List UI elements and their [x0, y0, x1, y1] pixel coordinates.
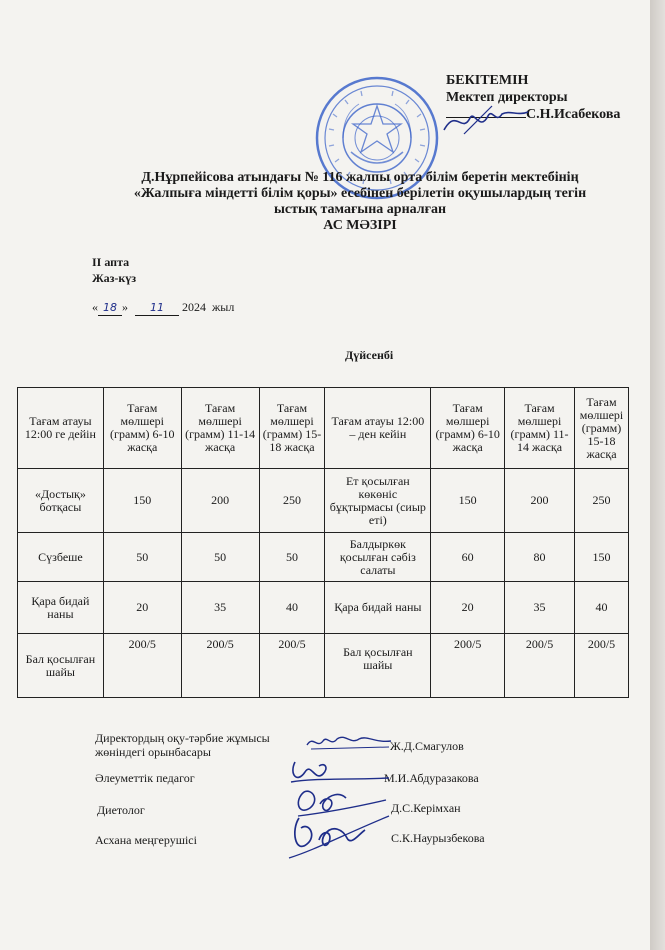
date-month: 11 — [150, 301, 164, 314]
table-cell: 150 — [103, 469, 181, 533]
signatory-name: М.И.Абдуразакова — [384, 771, 479, 785]
date-line — [92, 300, 234, 316]
deputy-signature-icon — [305, 731, 395, 753]
table-cell: Бал қосылған шайы — [18, 634, 104, 698]
table-header-cell: Тағам мөлшері (грамм) 11-14 жасқа — [505, 388, 575, 469]
table-cell: 50 — [259, 533, 325, 582]
table-header-cell: Тағам атауы 12:00 ге дейін — [18, 388, 104, 469]
table-cell: 50 — [103, 533, 181, 582]
table-cell: Сүзбеше — [18, 533, 104, 582]
approval-position: Мектеп директоры — [446, 90, 568, 105]
approval-heading: БЕКІТЕМІН — [446, 73, 529, 88]
table-header-cell: Тағам мөлшері (грамм) 6-10 жасқа — [103, 388, 181, 469]
table-cell: 50 — [181, 533, 259, 582]
table-cell: 200/5 — [259, 634, 325, 698]
social-pedagogue-signature-icon — [285, 758, 395, 788]
menu-table — [17, 387, 629, 698]
table-header-cell: Тағам атауы 12:00 – ден кейін — [325, 388, 431, 469]
table-cell: Қара бидай наны — [325, 582, 431, 634]
table-cell: 40 — [574, 582, 628, 634]
date-day: 18 — [103, 301, 117, 314]
title-line-4: АС МӘЗІРІ — [323, 218, 397, 233]
table-cell: 40 — [259, 582, 325, 634]
table-cell: 200/5 — [574, 634, 628, 698]
table-cell: 250 — [574, 469, 628, 533]
table-cell: 200/5 — [505, 634, 575, 698]
week-label: II апта — [92, 255, 130, 269]
table-cell: 200 — [181, 469, 259, 533]
director-signature-icon — [440, 104, 530, 138]
signatory-name: Ж.Д.Смагулов — [390, 739, 464, 753]
table-cell: 35 — [181, 582, 259, 634]
table-cell: Ет қосылған көкөніс бұқтырмасы (сиыр еті) — [325, 469, 431, 533]
signatory-role: Асхана меңгерушісі — [95, 833, 197, 847]
table-header-cell: Тағам мөлшері (грамм) 11-14 жасқа — [181, 388, 259, 469]
date-year-word: жыл — [212, 300, 235, 314]
date-close-quote: » — [122, 300, 128, 314]
date-year: 2024 — [182, 300, 206, 314]
signatory-name: Д.С.Керімхан — [391, 801, 461, 815]
title-line-3: ыстық тамағына арналған — [273, 202, 447, 217]
table-cell: 250 — [259, 469, 325, 533]
document-title — [60, 170, 660, 234]
table-header-cell: Тағам мөлшері (грамм) 15-18 жасқа — [259, 388, 325, 469]
signatory-role: Әлеуметтік педагог — [95, 771, 195, 785]
table-cell: Бал қосылған шайы — [325, 634, 431, 698]
table-cell: 80 — [505, 533, 575, 582]
table-cell: 200 — [505, 469, 575, 533]
table-cell: Балдыркөк қосылған сәбіз салаты — [325, 533, 431, 582]
table-cell: 200/5 — [181, 634, 259, 698]
signatory-role: Диетолог — [97, 803, 145, 817]
table-header-cell: Тағам мөлшері (грамм) 6-10 жасқа — [431, 388, 505, 469]
day-name: Дүйсенбі — [345, 348, 394, 362]
table-row — [18, 634, 629, 698]
table-row — [18, 533, 629, 582]
table-cell: «Достық» ботқасы — [18, 469, 104, 533]
table-cell: 20 — [431, 582, 505, 634]
signatory-role: Директордың оқу-тәрбие жұмысы — [95, 731, 270, 745]
table-cell: 150 — [574, 533, 628, 582]
approval-name: С.Н.Исабекова — [526, 107, 621, 122]
table-header-row — [18, 388, 629, 469]
title-line-1: Д.Нұрпейісова атындағы № 116 жалпы орта білім беретін мектебінің — [141, 170, 579, 185]
table-cell: 200/5 — [431, 634, 505, 698]
season-label: Жаз-күз — [92, 271, 137, 285]
table-row — [18, 469, 629, 533]
table-cell: Қара бидай наны — [18, 582, 104, 634]
table-cell: 35 — [505, 582, 575, 634]
date-open-quote: « — [92, 300, 98, 314]
page-edge-background — [650, 0, 665, 950]
signatory-role: жөніндегі орынбасары — [95, 745, 211, 759]
table-cell: 60 — [431, 533, 505, 582]
signatory-name: С.К.Наурызбекова — [391, 831, 485, 845]
table-header-cell: Тағам мөлшері (грамм) 15-18 жасқа — [574, 388, 628, 469]
table-cell: 150 — [431, 469, 505, 533]
canteen-head-signature-icon — [285, 810, 395, 862]
table-cell: 200/5 — [103, 634, 181, 698]
table-cell: 20 — [103, 582, 181, 634]
table-row — [18, 582, 629, 634]
title-line-2: «Жалпыға міндетті білім қоры» есебінен берілетін оқушылардың тегін — [133, 186, 587, 201]
